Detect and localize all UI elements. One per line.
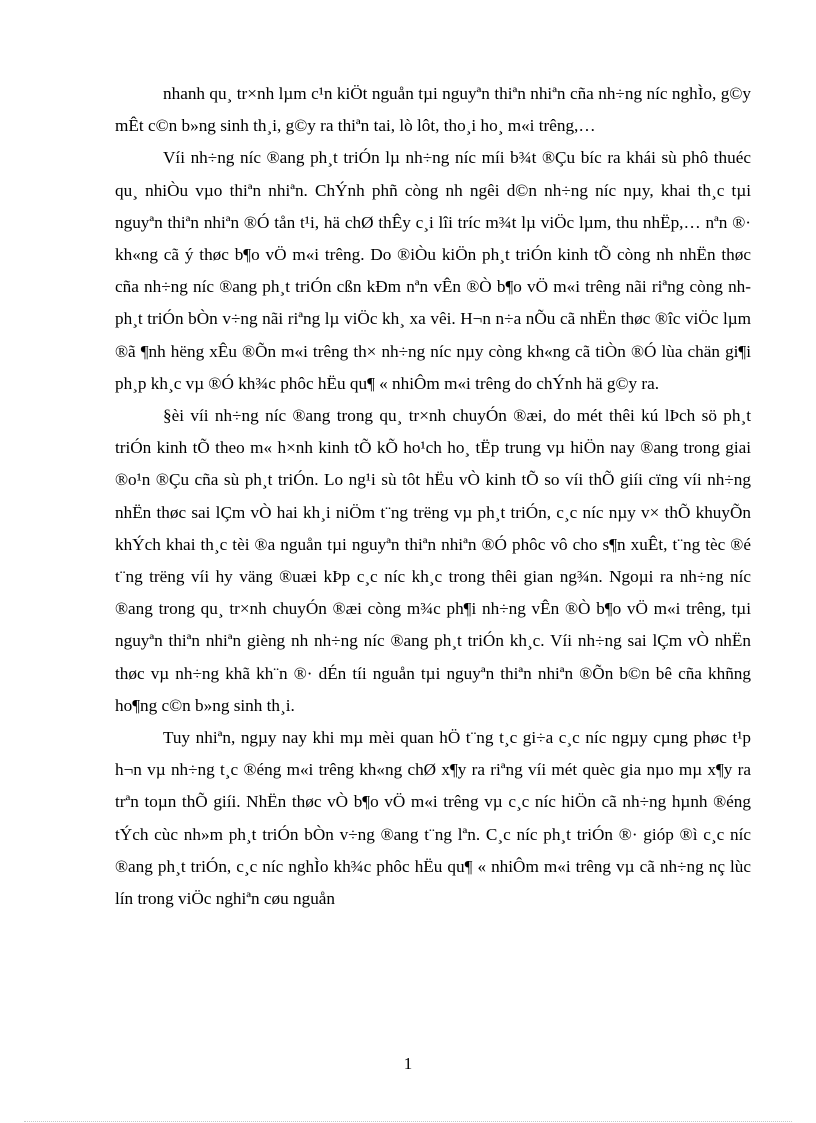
paragraph-3: §èi víi nh÷ng níc ®ang trong qu¸ tr×nh chuyÓn ®æi, do mét thêi kú lÞch sö ph¸t triÓn kinh tÕ theo m« h×nh kinh tÕ kÕ ho¹ch ho¸ tËp trung vµ hiÖn nay ®ang trong giai ®o¹n ®Çu cña sù ph¸t triÓn. Lo ng¹i sù tôt hËu vÒ kinh tÕ so víi thÕ giíi cïng víi nh÷ng nhËn thøc sai lÇm vÒ hai kh¸i niÖm t¨ng trëng vµ ph¸t triÓn, c¸c níc nµy v× thÕ khuyÕn khÝch khai th¸c tèi ®a nguån tµi nguyªn thiªn nhiªn ®Ó phôc vô cho s¶n xuÊt, t¨ng tèc ®é t¨ng trëng víi hy väng ®uæi kÞp c¸c níc kh¸c trong thêi gian ng¾n. Ngoµi ra nh÷ng níc ®ang trong qu¸ tr×nh chuyÓn ®æi còng m¾c ph¶i nh÷ng vÊn ®Ò b¶o vÖ m«i trêng, tµi nguyªn thiªn nhiªn gièng nh nh÷ng níc ®ang ph¸t triÓn kh¸c. Víi nh÷ng sai lÇm vÒ nhËn thøc vµ nh÷ng khã kh¨n ®· dÉn tíi nguån tµi nguyªn thiªn nhiªn ®Õn b©n bê cña khñng ho¶ng c©n b»ng sinh th¸i. [115,406,751,715]
paragraph-4: Tuy nhiªn, ngµy nay khi mµ mèi quan hÖ t¨ng t¸c gi÷a c¸c níc ngµy cµng phøc t¹p h¬n vµ nh÷ng t¸c ®éng m«i trêng kh«ng chØ x¶y ra riªng víi mét quèc gia nµo mµ x¶y ra trªn toµn thÕ giíi. NhËn thøc vÒ b¶o vÖ m«i trêng vµ c¸c níc hiÖn cã nh÷ng hµnh ®éng tÝch cùc nh»m ph¸t triÓn bÒn v÷ng ®ang t¨ng lªn. C¸c níc ph¸t triÓn ®· gióp ®ì c¸c níc ®ang ph¸t triÓn, c¸c níc nghÌo kh¾c phôc hËu qu¶ « nhiÔm m«i trêng vµ cã nh÷ng nç lùc lín trong viÖc nghiªn cøu nguån [115,728,751,909]
body-text [115,78,751,915]
page-bottom-divider [24,1121,792,1122]
paragraph-2: Víi nh÷ng níc ®ang ph¸t triÓn lµ nh÷ng níc míi b¾t ®Çu bíc ra khái sù phô thuéc qu¸ nhiÒu vµo thiªn nhiªn. ChÝnh phñ còng nh ngêi d©n nh÷ng níc nµy, khai th¸c tµi nguyªn thiªn nhiªn ®Ó tån t¹i, hä chØ thÊy c¸i lîi tríc m¾t lµ viÖc lµm, thu nhËp,… nªn ®· kh«ng cã ý thøc b¶o vÖ m«i trêng. Do ®iÒu kiÖn ph¸t triÓn kinh tÕ còng nh nhËn thøc cña nh÷ng níc ®ang ph¸t triÓn cßn kÐm nªn vÊn ®Ò b¶o vÖ m«i trêng nãi riªng còng nh ph¸t triÓn bÒn v÷ng nãi riªng lµ viÖc kh¸ xa vêi. H¬n n÷a nÕu cã nhËn thøc ®îc viÖc lµm ®ã ¶nh hëng xÊu ®Õn m«i trêng th× nh÷ng níc nµy còng kh«ng cã tiÒn ®Ó lùa chän gi¶i ph¸p kh¸c vµ ®Ó kh¾c phôc hËu qu¶ « nhiÔm m«i trêng do chÝnh hä g©y ra. [115,148,751,393]
paragraph-1: nhanh qu¸ tr×nh lµm c¹n kiÖt nguån tµi nguyªn thiªn nhiªn cña nh÷ng níc nghÌo, g©y mÊt c©n b»ng sinh th¸i, g©y ra thiªn tai, lò lôt, tho¸i ho¸ m«i trêng,… [115,84,751,136]
page-number: 1 [403,1054,413,1073]
